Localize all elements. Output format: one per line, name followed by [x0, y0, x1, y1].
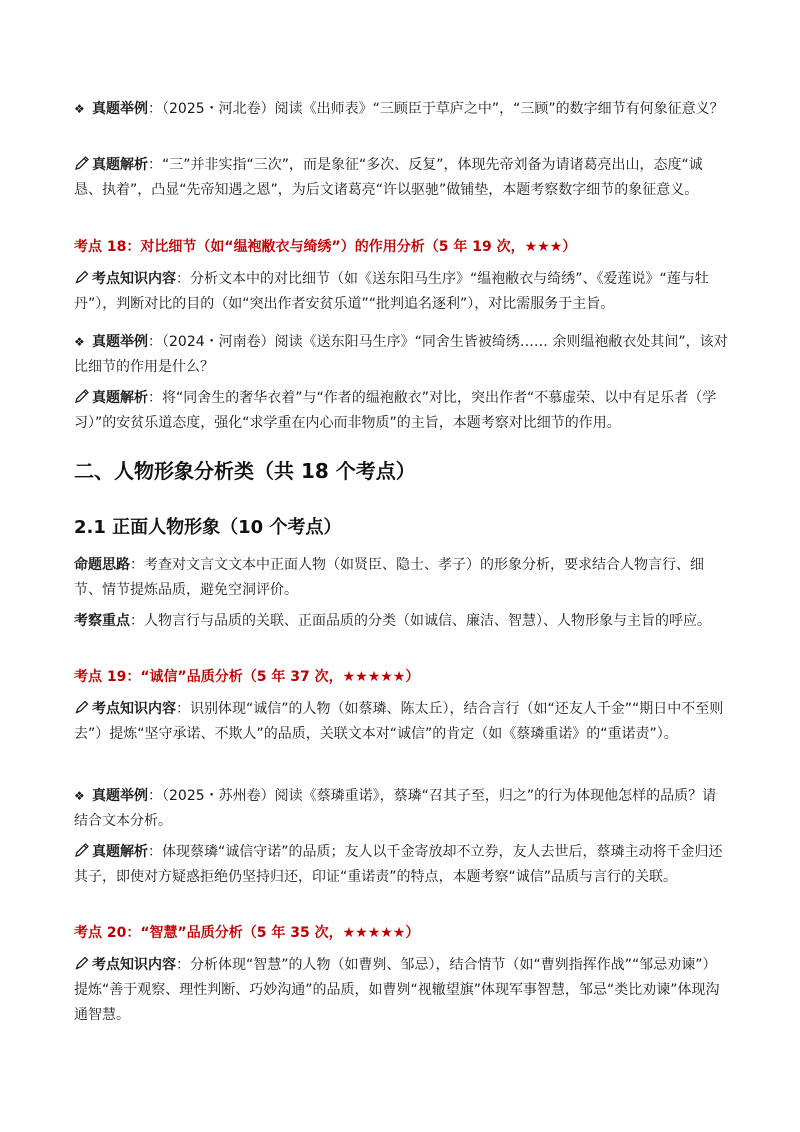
analysis-text: ：“三”并非实指“三次”，而是象征“多次、反复”，体现先帝刘备为请诸葛亮出山，态度“诚恳、执着”，凸显“先帝知遇之恩”，为后文诸葛亮“许以驱驰”做铺垫，本题考察数字细节的象征意义。: [74, 157, 703, 198]
example-paragraph: [74, 97, 728, 122]
knowledge-label: 考点知识内容: [92, 271, 176, 287]
example-label: 真题举例: [92, 788, 148, 804]
pen-icon: [74, 269, 92, 285]
focus-paragraph: [74, 609, 728, 634]
pen-icon: [74, 699, 92, 715]
pencil-icon: [74, 388, 92, 404]
analysis-paragraph: [74, 153, 728, 203]
knowledge-label: 考点知识内容: [92, 701, 176, 717]
example-label: 真题举例: [92, 101, 148, 117]
kp19-example-paragraph: [74, 784, 728, 834]
diamond-bullet-icon: ❖: [74, 335, 85, 349]
diamond-bullet-icon: ❖: [74, 102, 85, 116]
kp18-knowledge-paragraph: [74, 267, 728, 317]
example-text: ：（2025・苏州卷）阅读《蔡璘重诺》，蔡璘“召其子至，归之”的行为体现他怎样的品质？请结合文本分析。: [74, 788, 717, 829]
focus-text: ：人物言行与品质的关联、正面品质的分类（如诚信、廉洁、智慧）、人物形象与主旨的呼应。: [130, 613, 711, 629]
kp19-knowledge-paragraph: [74, 697, 728, 747]
knowledge-text: ：分析体现“智慧”的人物（如曹刿、邹忌），结合情节（如“曹刿指挥作战”“邹忌劝谏”）提炼“善于观察、理性判断、巧妙沟通”的品质，如曹刿“视辙望旗”体现军事智慧，邹忌“类比劝谏”体现沟通智慧。: [74, 957, 720, 1023]
example-text: ：（2025・河北卷）阅读《出师表》“三顾臣于草庐之中”，“三顾”的数字细节有何象征意义？: [148, 101, 724, 117]
pencil-icon: [74, 842, 92, 858]
analysis-text: ：将“同舍生的奢华衣着”与“作者的缊袍敝衣”对比，突出作者“不慕虚荣、以中有足乐者（学习）”的安贫乐道态度，强化“求学重在内心而非物质”的主旨，本题考察对比细节的作用。: [74, 390, 717, 431]
analysis-label: 真题解析: [92, 390, 148, 406]
knowledge-label: 考点知识内容: [92, 957, 176, 973]
kp18-analysis-paragraph: [74, 386, 728, 436]
kp20-title: 考点 20：“智慧”品质分析（5 年 35 次，★★★★★）: [74, 925, 420, 941]
pencil-icon: [74, 155, 92, 171]
analysis-text: ：体现蔡璘“诚信守诺”的品质；友人以千金寄放却不立券，友人去世后，蔡璘主动将千金归还其子，即使对方疑惑拒绝仍坚持归还，印证“重诺责”的特点，本题考察“诚信”品质与言行的关联。: [74, 844, 723, 885]
kp18-title: 考点 18：对比细节（如“缊袍敝衣与绮绣”）的作用分析（5 年 19 次，★★★）: [74, 239, 577, 255]
diamond-bullet-icon: ❖: [74, 789, 85, 803]
pen-icon: [74, 955, 92, 971]
kp18-example-paragraph: [74, 330, 728, 380]
analysis-label: 真题解析: [92, 844, 148, 860]
sub-section-heading: 2.1 正面人物形象（10 个考点）: [74, 517, 342, 538]
kp19-analysis-paragraph: [74, 840, 728, 890]
idea-text: ：考查对文言文文本中正面人物（如贤臣、隐士、孝子）的形象分析，要求结合人物言行、细节、情节提炼品质，避免空洞评价。: [74, 557, 704, 598]
idea-label: 命题思路: [74, 557, 130, 573]
kp20-knowledge-paragraph: [74, 953, 728, 1028]
example-label: 真题举例: [92, 334, 148, 350]
analysis-label: 真题解析: [92, 157, 148, 173]
knowledge-text: ：分析文本中的对比细节（如《送东阳马生序》“缊袍敝衣与绮绣”、《爱莲说》“莲与牡丹”），判断对比的目的（如“突出作者安贫乐道”“批判追名逐利”），对比需服务于主旨。: [74, 271, 709, 312]
idea-paragraph: [74, 553, 728, 603]
knowledge-text: ：识别体现“诚信”的人物（如蔡璘、陈太丘），结合言行（如“还友人千金”“期日中不至则去”）提炼“坚守承诺、不欺人”的品质，关联文本对“诚信”的肯定（如《蔡璘重诺》的“重诺责”）。: [74, 701, 724, 742]
kp19-title: 考点 19：“诚信”品质分析（5 年 37 次，★★★★★）: [74, 669, 420, 685]
section-heading: 二、人物形象分析类（共 18 个考点）: [74, 459, 416, 483]
focus-label: 考察重点: [74, 613, 130, 629]
example-text: ：（2024・河南卷）阅读《送东阳马生序》“同舍生皆被绮绣…… 余则缊袍敝衣处其间”，该对比细节的作用是什么？: [74, 334, 728, 375]
